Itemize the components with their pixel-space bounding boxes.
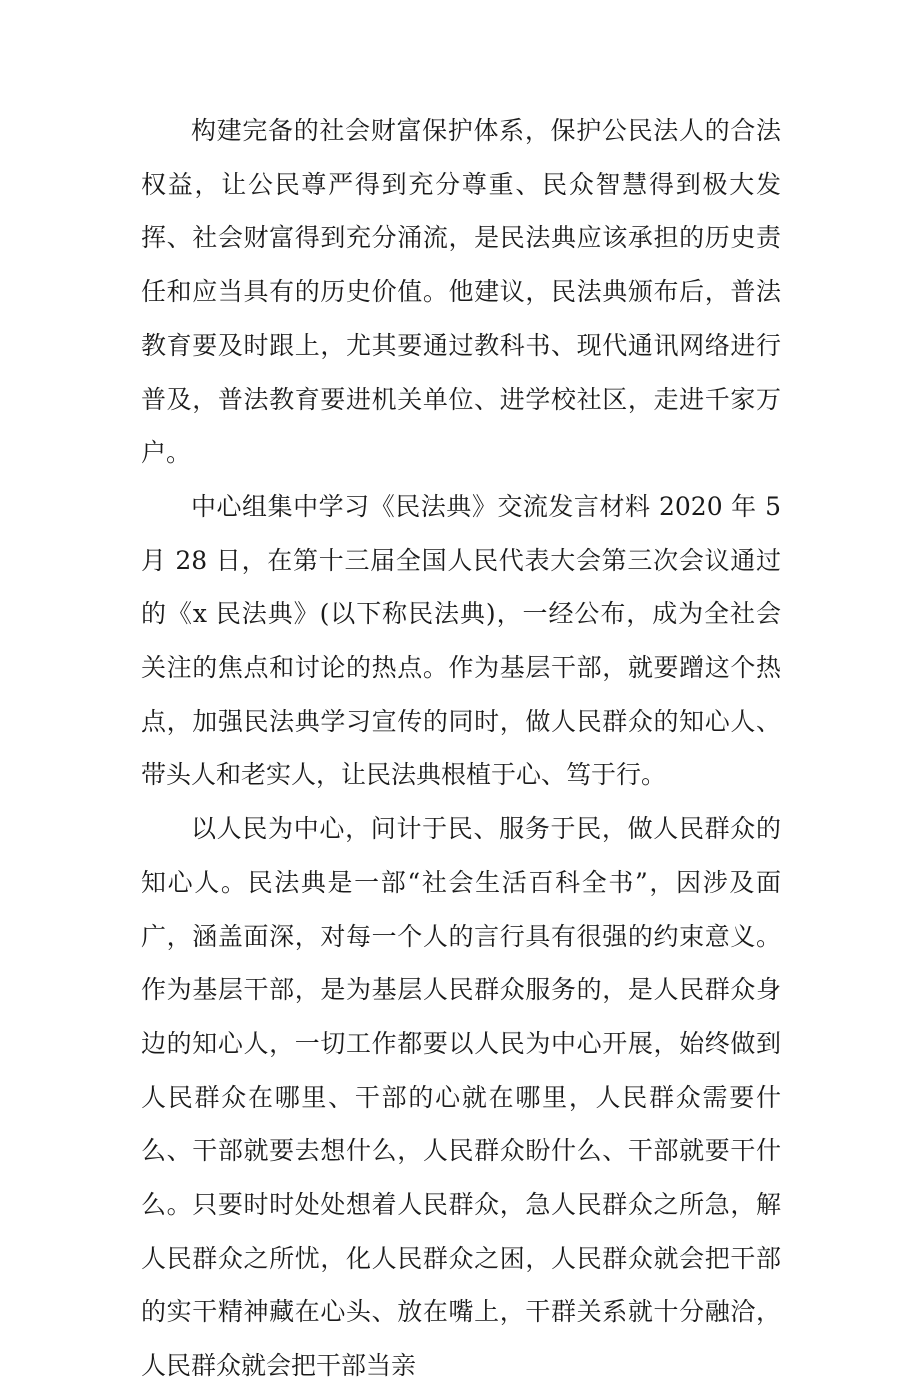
paragraph-2: 中心组集中学习《民法典》交流发言材料 2020 年 5 月 28 日，在第十三届全国人民代表大会第三次会议通过的《x 民法典》(以下称民法典)，一经公布，成为全社会关注的焦点和讨论的热点。作为基层干部，就要蹭这个热点，加强民法典学习宣传的同时，做人民群众的知心人、带头人和老实人，让民法典根植于心、笃于行。 [141, 491, 781, 790]
paragraph-1: 构建完备的社会财富保护体系，保护公民法人的合法权益，让公民尊严得到充分尊重、民众智慧得到极大发挥、社会财富得到充分涌流，是民法典应该承担的历史责任和应当具有的历史价值。他建议，民法典颁布后，普法教育要及时跟上，尤其要通过教科书、现代通讯网络进行普及，普法教育要进机关单位、进学校社区，走进千家万户。 [141, 116, 781, 468]
document-body [141, 104, 781, 1393]
paragraph-3: 以人民为中心，问计于民、服务于民，做人民群众的知心人。民法典是一部“社会生活百科全书”，因涉及面广，涵盖面深，对每一个人的言行具有很强的约束意义。作为基层干部，是为基层人民群众服务的，是人民群众身边的知心人，一切工作都要以人民为中心开展，始终做到人民群众在哪里、干部的心就在哪里，人民群众需要什么、干部就要去想什么，人民群众盼什么、干部就要干什么。只要时时处处想着人民群众，急人民群众之所急，解人民群众之所忧，化人民群众之困，人民群众就会把干部的实干精神藏在心头、放在嘴上，干群关系就十分融洽，人民群众就会把干部当亲 [141, 814, 781, 1381]
